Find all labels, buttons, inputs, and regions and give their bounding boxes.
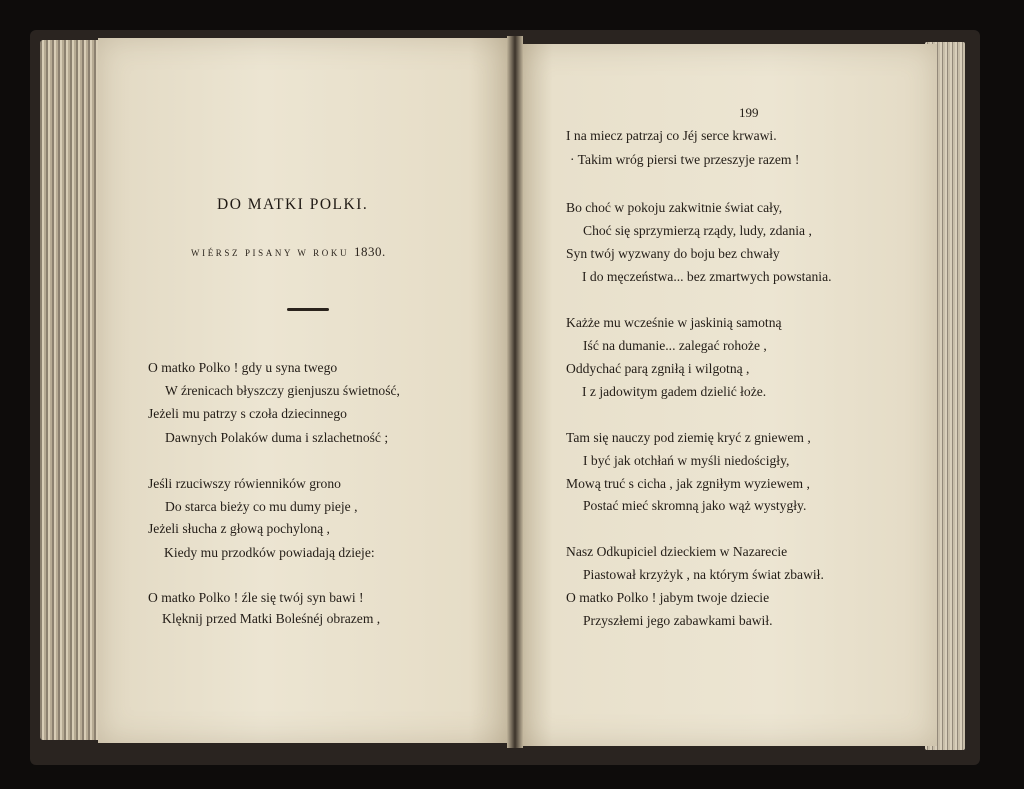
poem-title: DO MATKI POLKI. [217, 196, 369, 213]
verse-line: Nasz Odkupiciel dzieckiem w Nazarecie [566, 544, 788, 559]
verse-line: Choć się sprzymierzą rządy, ludy, zdania , [583, 223, 812, 238]
verse-line: Tam się nauczy pod ziemię kryć z gniewem , [566, 430, 811, 445]
verse-line: W źrenicach błyszczy gienjuszu świetność, [165, 383, 400, 398]
poem-subtitle [191, 244, 386, 260]
book-gutter [507, 36, 523, 748]
verse-line: I na miecz patrzaj co Jéj serce krwawi. [566, 128, 777, 143]
page-number: 199 [739, 105, 759, 120]
verse-line: Bo choć w pokoju zakwitnie świat cały, [566, 200, 783, 215]
verse-line: Przyszłemi jego zabawkami bawił. [583, 613, 773, 628]
subtitle-text: WIÉRSZ PISANY W ROKU [191, 248, 350, 258]
verse-line: Iść na dumanie... zalegać rohoże , [583, 338, 767, 353]
title-divider [287, 308, 329, 311]
verse-line: · Takim wróg piersi twe przeszyje razem ! [570, 152, 800, 167]
verse-line: Oddychać parą zgniłą i wilgotną , [566, 361, 750, 376]
verse-line: Jeśli rzuciwszy rówienników grono [148, 476, 341, 491]
subtitle-year: 1830. [353, 244, 386, 259]
verse-line: I być jak otchłań w myśli niedościgły, [583, 453, 790, 468]
verse-line: Każże mu wcześnie w jaskinią samotną [566, 315, 782, 330]
verse-line: I do męczeństwa... bez zmartwych powstania. [582, 269, 832, 284]
left-page-edges [40, 40, 102, 740]
verse-line: O matko Polko ! gdy u syna twego [148, 360, 338, 375]
verse-line: Dawnych Polaków duma i szlachetność ; [165, 430, 389, 445]
verse-line: Jeżeli mu patrzy s czoła dziecinnego [148, 406, 347, 421]
verse-line: O matko Polko ! jabym twoje dziecie [566, 590, 770, 605]
verse-line: Piastował krzyżyk , na którym świat zbawił. [583, 567, 824, 582]
verse-line: Postać mieć skromną jako wąż wystygły. [583, 498, 807, 513]
verse-line: O matko Polko ! źle się twój syn bawi ! [148, 590, 364, 605]
verse-line: Syn twój wyzwany do boju bez chwały [566, 246, 780, 261]
verse-line: I z jadowitym gadem dzielić łoże. [582, 384, 767, 399]
verse-line: Kiedy mu przodków powiadają dzieje: [164, 545, 375, 560]
verse-line: Klęknij przed Matki Boleśnéj obrazem , [162, 611, 381, 626]
verse-line: Mową truć s cicha , jak zgniłym wyziewem , [566, 476, 810, 491]
verse-line: Jeżeli słucha z głową pochyloną , [148, 521, 330, 536]
verse-line: Do starca bieży co mu dumy pieje , [165, 499, 358, 514]
